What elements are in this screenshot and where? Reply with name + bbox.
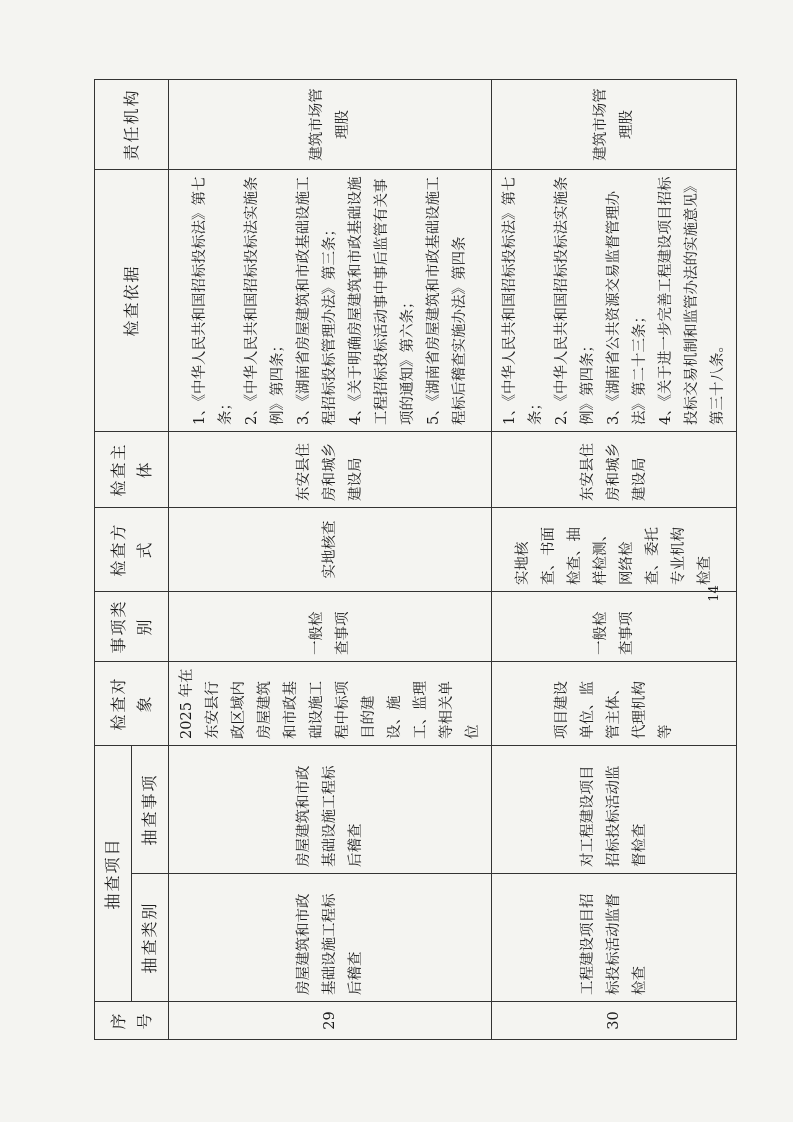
header-subject: 检查主体 (95, 431, 169, 507)
basis-line: 1、《中华人民共和国招标投标法》第七条； (502, 176, 544, 425)
row-method: 实地核查 (169, 507, 492, 591)
header-category: 抽查类别 (132, 874, 169, 1002)
basis-line: 4、《关于明确房屋建筑和市政基础设施工程招标投标活动事中事后监管有关事项的通知》第六条； (348, 176, 416, 425)
basis-line: 1、《中华人民共和国招标投标法》第七条； (192, 176, 234, 425)
row-type: 一般检查事项 (169, 591, 492, 661)
header-type: 事项类别 (95, 591, 169, 661)
row-category: 房屋建筑和市政基础设施工程标后稽查 (169, 874, 492, 1002)
table-row (169, 79, 492, 1039)
row-target: 2025 年在东安县行政区域内房屋建筑和市政基础设施工程中标项目的建设、施工、监理等相关单位 (169, 661, 492, 745)
row-seq: 30 (492, 1002, 737, 1040)
basis-line: 2、《中华人民共和国招标投标法实施条例》第四条； (244, 176, 286, 425)
row-method: 实地核查、书面检查、抽样检测、网络检查、委托专业机构检查 (492, 507, 737, 591)
row-agency: 建筑市场管理股 (169, 79, 492, 169)
row-item: 房屋建筑和市政基础设施工程标后稽查 (169, 745, 492, 873)
header-target: 检查对象 (95, 661, 169, 745)
row-seq: 29 (169, 1002, 492, 1040)
header-item: 抽查事项 (132, 745, 169, 873)
basis-line: 2、《中华人民共和国招标投标法实施条例》第四条； (554, 176, 596, 425)
header-agency: 责任机构 (95, 79, 169, 169)
header-basis: 检查依据 (95, 169, 169, 431)
row-item: 对工程建设项目招标投标活动监督检查 (492, 745, 737, 873)
page-number: 14 (706, 585, 722, 602)
row-category: 工程建设项目招标投标活动监督检查 (492, 874, 737, 1002)
header-seq: 序号 (95, 1002, 169, 1040)
basis-line: 3、《湖南省房屋建筑和市政基础设施工程招标投标管理办法》第三条； (296, 176, 338, 425)
inspection-table (94, 79, 737, 1040)
row-agency: 建筑市场管理股 (492, 79, 737, 169)
row-basis (492, 169, 737, 431)
row-type: 一般检查事项 (492, 591, 737, 661)
row-basis (169, 169, 492, 431)
row-subject: 东安县住房和城乡建设局 (492, 431, 737, 507)
basis-line: 3、《湖南省公共资源交易监督管理办法》第二十三条； (606, 191, 648, 425)
row-target: 项目建设单位、监管主体、代理机构等 (492, 661, 737, 745)
row-subject: 东安县住房和城乡建设局 (169, 431, 492, 507)
table-row (492, 79, 737, 1039)
basis-line: 4、《关于进一步完善工程建设项目招标投标交易机制和监管办法的实施意见》第三十八条。 (658, 176, 726, 425)
basis-line: 5、《湖南省房屋建筑和市政基础设施工程标后稽查实施办法》第四条 (426, 176, 468, 425)
header-project-group: 抽查项目 (95, 745, 132, 1001)
header-method: 检查方式 (95, 507, 169, 591)
